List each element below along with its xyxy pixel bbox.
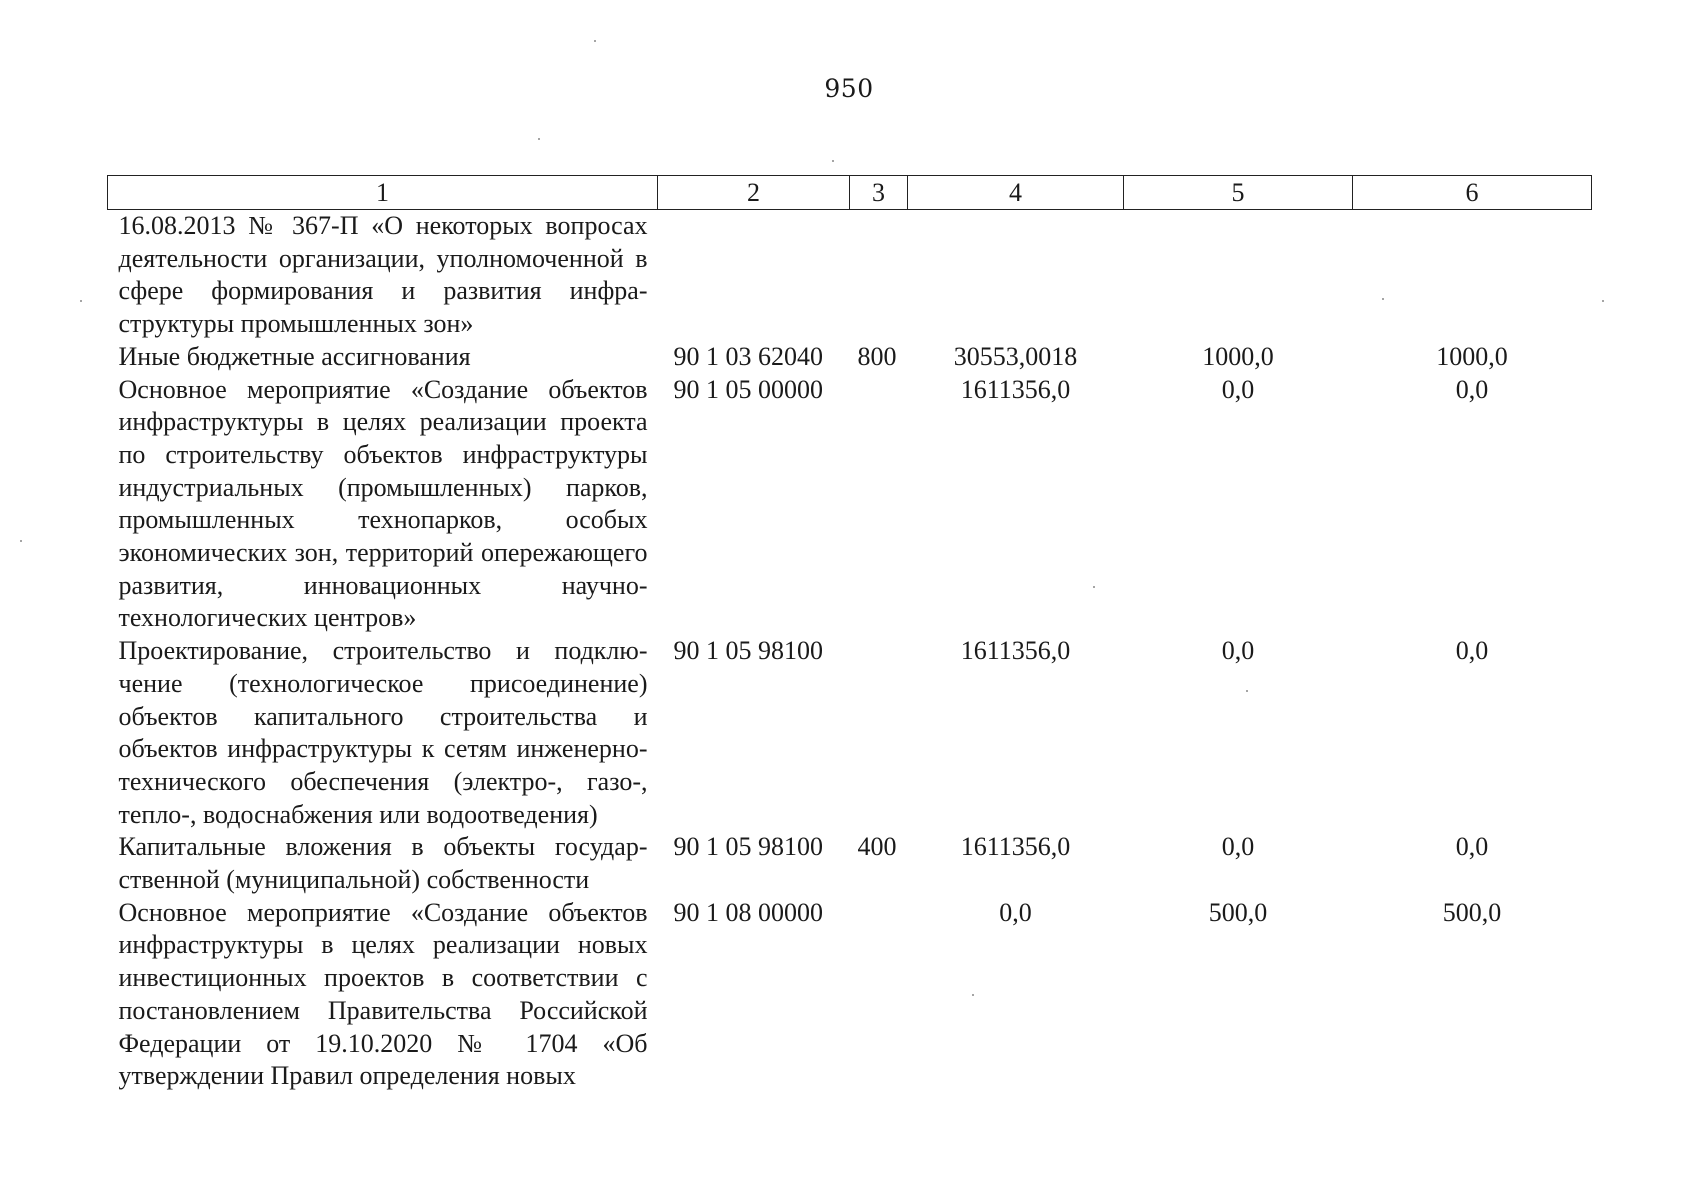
- header-col-6: 6: [1353, 176, 1592, 210]
- header-col-5: 5: [1124, 176, 1353, 210]
- header-col-1: 1: [108, 176, 658, 210]
- budget-table: [107, 175, 1592, 1093]
- scan-speck: [1093, 586, 1095, 588]
- row-name: Проектирование, строительство и подключение (технологическое присоединение) объектов капитального строительства и объектов инфраструктуры к сетям инженерно-технического обеспечения (электро-, газо-, тепло-, водоснабжения или водоотведения): [118, 636, 648, 829]
- row-type: [850, 635, 908, 831]
- scan-speck: [1382, 298, 1384, 300]
- row-value-6: 0,0: [1455, 374, 1489, 404]
- row-code: 90 1 03 62040: [673, 341, 823, 371]
- table-row: [108, 210, 1592, 341]
- row-type: [850, 897, 908, 1093]
- row-code: [658, 210, 850, 341]
- scan-speck: [1602, 300, 1604, 302]
- row-type: 800: [857, 341, 897, 371]
- row-type: 400: [857, 832, 897, 862]
- row-value-5: 1000,0: [1202, 341, 1274, 371]
- header-col-4: 4: [908, 176, 1124, 210]
- row-value-4: 1611356,0: [960, 832, 1071, 862]
- table-row: [108, 831, 1592, 896]
- row-value-5: 0,0: [1221, 636, 1255, 666]
- scan-speck: [538, 138, 540, 140]
- row-name: Капитальные вложения в объекты государственной (муниципальной) собственности: [118, 832, 648, 895]
- row-value-4: 30553,0018: [953, 341, 1078, 371]
- scan-speck: [972, 994, 974, 996]
- page-number: 950: [824, 74, 874, 103]
- scan-speck: [80, 300, 82, 302]
- row-value-4: 1611356,0: [960, 374, 1071, 404]
- row-value-4: 1611356,0: [960, 636, 1071, 666]
- row-name: Основное мероприятие «Создание объектов инфраструктуры в целях реализации новых инвестиционных проектов в соответствии с постановлением Правительства Российской Федерации от 19.10.2020 № 1704 «Об утверждении Правил определения новых: [118, 897, 648, 1091]
- row-value-6: 0,0: [1455, 832, 1489, 862]
- row-value-5: [1124, 210, 1353, 341]
- scan-speck: [832, 160, 834, 162]
- table-row: [108, 635, 1592, 831]
- row-code: 90 1 05 98100: [673, 832, 823, 862]
- row-code: 90 1 05 00000: [673, 374, 823, 404]
- row-code: 90 1 08 00000: [673, 897, 823, 927]
- table-row: [108, 897, 1592, 1093]
- row-name: Основное мероприятие «Создание объектов инфраструктуры в целях реализации проекта по строительству объектов инфраструктуры индустриальных (промышленных) парков, промышленных технопарков, особых экономических зон, территорий опережающего развития, инновационных научно-технологических центров»: [118, 374, 648, 633]
- header-col-2: 2: [658, 176, 850, 210]
- row-value-4: [908, 210, 1124, 341]
- scan-speck: [20, 540, 22, 542]
- table-header-row: [108, 176, 1592, 210]
- row-value-5: 0,0: [1221, 374, 1255, 404]
- table-row: [108, 374, 1592, 636]
- row-name: Иные бюджетные ассигнования: [118, 341, 471, 371]
- row-value-6: 0,0: [1455, 636, 1489, 666]
- scan-speck: [1246, 690, 1248, 692]
- row-type: [850, 374, 908, 636]
- scan-speck: [594, 40, 596, 42]
- header-col-3: 3: [850, 176, 908, 210]
- row-name: 16.08.2013 № 367-П «О некоторых вопросах деятельности организации, уполномоченной в сфере формирования и развития инфраструктуры промышленных зон»: [118, 211, 648, 339]
- row-value-6: 1000,0: [1436, 341, 1508, 371]
- row-value-6: [1353, 210, 1592, 341]
- row-code: 90 1 05 98100: [673, 636, 823, 666]
- row-value-6: 500,0: [1442, 897, 1502, 927]
- row-type: [850, 210, 908, 341]
- row-value-5: 500,0: [1208, 897, 1268, 927]
- row-value-5: 0,0: [1221, 832, 1255, 862]
- row-value-4: 0,0: [999, 897, 1032, 927]
- table-row: [108, 341, 1592, 374]
